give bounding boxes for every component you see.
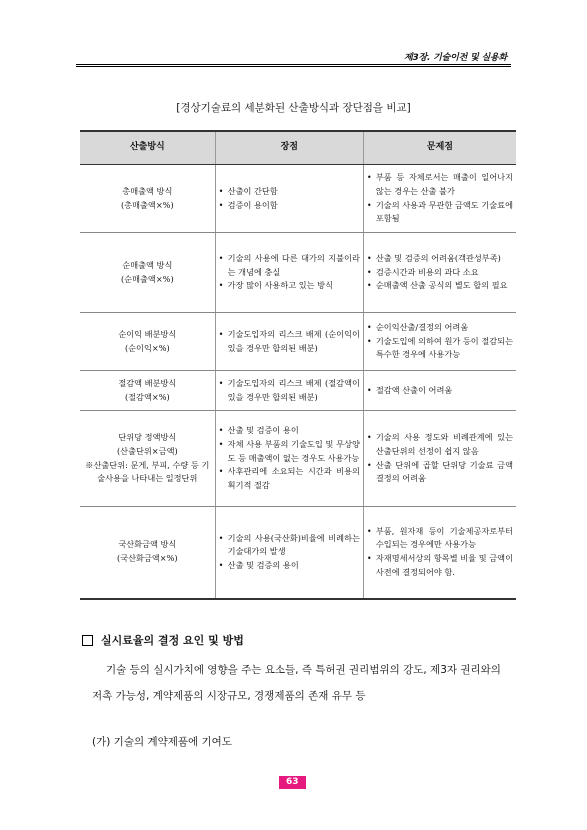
header-rule-secondary bbox=[76, 66, 511, 67]
cons-list bbox=[367, 252, 513, 293]
list-item: • 자재명세서상의 항목별 비율 및 금액이 사전에 결정되어야 함. bbox=[367, 552, 513, 580]
pros-list bbox=[219, 185, 360, 213]
method-name: 총매출액 방식 bbox=[122, 185, 173, 196]
method-cell bbox=[80, 165, 215, 233]
pros-list bbox=[219, 328, 360, 356]
cons-list bbox=[367, 384, 513, 398]
comparison-table bbox=[80, 130, 516, 600]
method-cell bbox=[80, 313, 215, 371]
cons-cell bbox=[363, 233, 516, 313]
method-cell bbox=[80, 371, 215, 411]
list-item: • 부품 등 자체로서는 매출이 일어나지 않는 경우는 산출 불가 bbox=[367, 171, 513, 199]
cons-list bbox=[367, 525, 513, 580]
list-item: • 기술도입자의 리스크 배제 (순이익이 있을 경우만 합의된 배분) bbox=[219, 328, 360, 356]
list-item: • 자체 사용 부품의 기술도입 및 무상양도 등 매출액이 없는 경우도 사용가능 bbox=[219, 438, 360, 466]
method-formula: (절감액×%) bbox=[124, 391, 170, 402]
cons-list bbox=[367, 321, 513, 362]
method-formula: (순이익×%) bbox=[124, 342, 170, 353]
method-name: 국산화금액 방식 bbox=[118, 539, 177, 550]
cons-cell bbox=[363, 313, 516, 371]
list-item: • 검증시간과 비용의 과다 소요 bbox=[367, 266, 513, 280]
pros-cell bbox=[215, 507, 363, 599]
list-item: • 부품, 원자재 등이 기술제공자로부터 수입되는 경우에만 사용가능 bbox=[367, 525, 513, 553]
header-method: 산출방식 bbox=[80, 131, 215, 165]
table-row bbox=[80, 313, 516, 371]
method-cell bbox=[80, 411, 215, 507]
list-item: • 산출 단위에 곱할 단위당 기술료 금액결정의 어려움 bbox=[367, 459, 513, 487]
section-heading-text: 실시료율의 결정 요인 및 방법 bbox=[101, 634, 244, 647]
header-rule bbox=[76, 64, 511, 65]
method-formula: (국산화금액×%) bbox=[117, 553, 178, 564]
running-head: 제3장. 기술이전 및 실용화 bbox=[403, 53, 507, 63]
list-item: • 기술도입에 의하여 원가 등이 절감되는 특수한 경우에 사용가능 bbox=[367, 335, 513, 363]
cons-cell bbox=[363, 411, 516, 507]
list-item: • 산출이 간단함 bbox=[219, 185, 360, 199]
method-formula: (순매출액×%) bbox=[120, 273, 174, 284]
header-pros: 장점 bbox=[215, 131, 363, 165]
pros-list bbox=[219, 252, 360, 293]
list-item: • 검증이 용이함 bbox=[219, 199, 360, 213]
cons-list bbox=[367, 431, 513, 486]
table-row bbox=[80, 507, 516, 599]
table-header-row bbox=[80, 131, 516, 165]
method-formula: (산출단위×금액) bbox=[116, 445, 178, 456]
header-cons: 문제점 bbox=[363, 131, 516, 165]
list-item: • 기술의 사용 정도와 비례관계에 있는 산출단위의 선정이 쉽지 않음 bbox=[367, 431, 513, 459]
table-row bbox=[80, 165, 516, 233]
pros-list bbox=[219, 377, 360, 405]
list-item: • 순매출액 산출 공식의 별도 합의 필요 bbox=[367, 279, 513, 293]
pros-list bbox=[219, 532, 360, 573]
method-name: 순이익 배분방식 bbox=[118, 328, 177, 339]
list-item: • 사후관리에 소요되는 시간과 비용의 획기적 절감 bbox=[219, 465, 360, 493]
section-body-text: 기술 등의 실시가치에 영향을 주는 요소들, 즉 특허권 권리범위의 강도, 제3자 권리와의 저촉 가능성, 계약제품의 시장규모, 경쟁제품의 존재 유무 등 bbox=[92, 664, 501, 702]
list-item: • 기술의 사용과 무관한 금액도 기술료에 포함됨 bbox=[367, 199, 513, 227]
method-cell bbox=[80, 507, 215, 599]
table-row bbox=[80, 233, 516, 313]
list-item: • 기술의 사용(국산화)비율에 비례하는 기술대가의 발생 bbox=[219, 532, 360, 560]
pros-cell bbox=[215, 233, 363, 313]
table-body bbox=[80, 165, 516, 599]
cons-cell bbox=[363, 165, 516, 233]
square-bullet-icon bbox=[82, 635, 93, 646]
page-number: 63 bbox=[279, 776, 306, 789]
list-item: • 기술의 사용에 다른 대가의 지불이라는 개념에 충실 bbox=[219, 252, 360, 280]
method-name: 단위당 정액방식 bbox=[118, 431, 177, 442]
method-cell bbox=[80, 233, 215, 313]
pros-cell bbox=[215, 313, 363, 371]
cons-list bbox=[367, 171, 513, 226]
method-formula: (총매출액×%) bbox=[120, 199, 174, 210]
list-item: • 절감액 산출이 어려움 bbox=[367, 384, 513, 398]
list-item: • 산출 및 검증의 어려움(객관성부족) bbox=[367, 252, 513, 266]
list-item: • 산출 및 검증이 용이 bbox=[219, 424, 360, 438]
list-item: • 가장 많이 사용하고 있는 방식 bbox=[219, 279, 360, 293]
list-item: • 순이익산출/결정의 어려움 bbox=[367, 321, 513, 335]
method-name: 순매출액 방식 bbox=[122, 259, 173, 270]
pros-cell bbox=[215, 165, 363, 233]
list-item: • 기술도입자의 리스크 배제 (절감액이 있을 경우만 합의된 배분) bbox=[219, 377, 360, 405]
pros-cell bbox=[215, 411, 363, 507]
pros-cell bbox=[215, 371, 363, 411]
table-caption: [경상기술료의 세분화된 산출방식과 장단점을 비교] bbox=[176, 102, 411, 114]
pros-list bbox=[219, 424, 360, 493]
list-item: • 산출 및 검증의 용이 bbox=[219, 559, 360, 573]
cons-cell bbox=[363, 371, 516, 411]
table-row bbox=[80, 411, 516, 507]
section-heading bbox=[82, 632, 244, 648]
sub-heading: (가) 기술의 계약제품에 기여도 bbox=[92, 736, 232, 748]
cons-cell bbox=[363, 507, 516, 599]
method-name: 절감액 배분방식 bbox=[118, 377, 177, 388]
method-note: ※산출단위: 문게, 부피, 수량 등 기술사용을 나타내는 일정단위 bbox=[85, 459, 210, 484]
table-row bbox=[80, 371, 516, 411]
